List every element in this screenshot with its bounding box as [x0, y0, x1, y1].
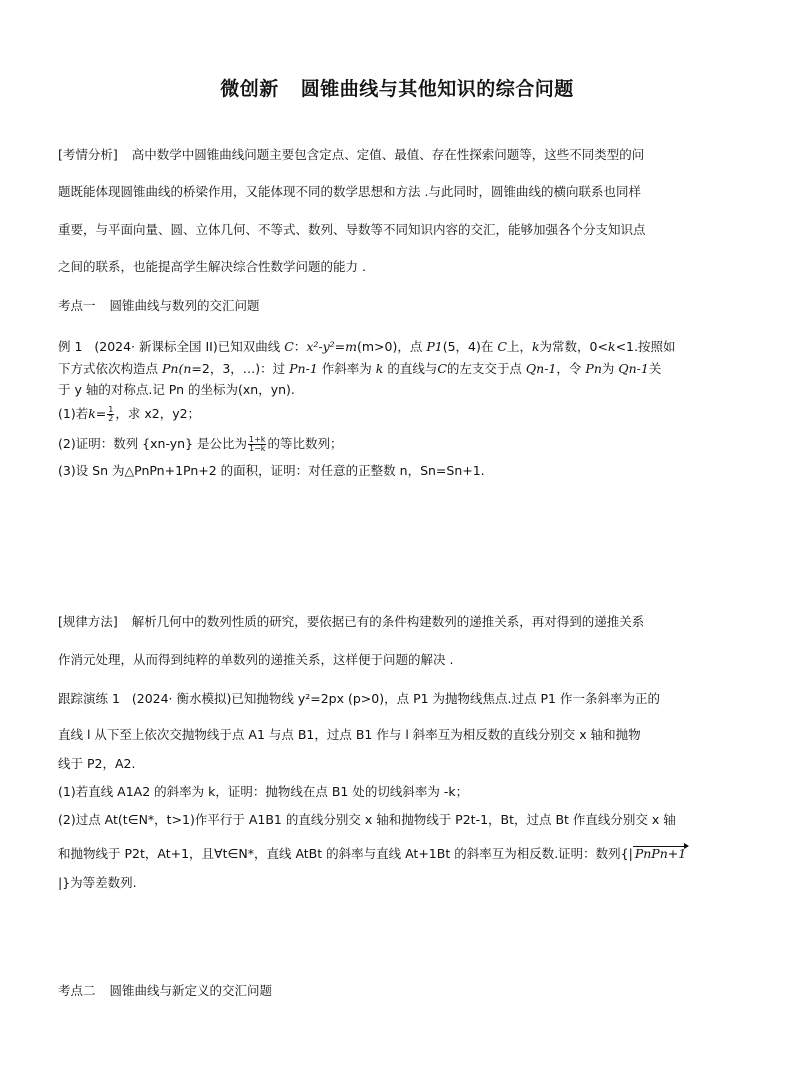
method-line1	[58, 613, 740, 630]
practice1-label: 跟踪演练 1	[58, 691, 120, 706]
practice1-q2-line1: (2)过点 At(t∈N*，t>1)作平行于 A1B1 的直线分别交 x 轴和抛物线于 P2t-1，Bt，过点 Bt 作直线分别交 x 轴	[58, 812, 676, 827]
fraction-ratio	[248, 436, 266, 453]
analysis-line2: 题既能体现圆锥曲线的桥梁作用，又能体现不同的数学思想和方法 .与此同时，圆锥曲线的横向联系也同样	[58, 184, 641, 199]
title-part1: 微创新	[220, 78, 279, 100]
math-Qn1: Qn-1	[618, 361, 649, 376]
example1-q2	[58, 435, 740, 453]
method-text-1: 解析几何中的数列性质的研究，要依据已有的条件构建数列的递推关系，再对得到的递推关系	[131, 614, 645, 629]
text: 为常数，0<	[539, 339, 608, 354]
math-k: k	[375, 361, 384, 376]
math-Qn1: Qn-1	[525, 361, 557, 376]
example1-q3: (3)设 Sn 为△PnPn+1Pn+2 的面积，证明：对任意的正整数 n，Sn=Sn+1.	[58, 463, 485, 478]
math-eq: x²-y²=m	[306, 339, 357, 354]
math-C: C	[497, 339, 507, 354]
analysis-line1	[58, 146, 740, 163]
math-P1: P1	[426, 339, 443, 354]
math-k: k	[607, 339, 616, 354]
frac-den: 1−k	[249, 444, 266, 453]
example1-line3: 于 y 轴的对称点.记 Pn 的坐标为(xn，yn).	[58, 382, 295, 397]
text: (m>0)，点	[357, 339, 423, 354]
math-C: C	[284, 339, 294, 354]
frac-num: 1+k	[249, 435, 266, 444]
text: <1.按照如	[615, 339, 676, 354]
math-k-eq: k=	[88, 406, 107, 421]
section2-title: 圆锥曲线与新定义的交汇问题	[109, 983, 273, 998]
math-C: C	[437, 361, 447, 376]
example1-q1	[58, 405, 740, 423]
vector-PnPn1: PnPn+1	[634, 846, 687, 861]
practice1-q2-line3: |}为等差数列.	[58, 875, 137, 890]
frac-num: 1	[108, 405, 114, 414]
section1-heading	[58, 297, 740, 314]
practice1-line2: 直线 l 从下至上依次交抛物线于点 A1 与点 B1，过点 B1 作与 l 斜率互为相反数的直线分别交 x 轴和抛物	[58, 727, 641, 742]
text: 作斜率为	[321, 361, 372, 376]
text: 下方式依次构造点	[58, 361, 159, 376]
text: ，令	[556, 361, 582, 376]
practice1-q1: (1)若直线 A1A2 的斜率为 k，证明：抛物线在点 B1 处的切线斜率为 -k；	[58, 784, 469, 799]
fraction-half	[107, 406, 114, 423]
text: 已知双曲线	[217, 339, 281, 354]
practice1-line1	[58, 690, 740, 707]
analysis-tag: [考情分析]	[58, 147, 118, 162]
math-Pn: Pn(n	[162, 361, 192, 376]
method-line2: 作消元处理，从而得到纯粹的单数列的递推关系，这样便于问题的解决 .	[58, 652, 454, 667]
math-Pn-plain: Pn	[585, 361, 602, 376]
title-part2: 圆锥曲线与其他知识的综合问题	[300, 78, 574, 100]
text: 的等比数列；	[267, 436, 343, 451]
practice1-source: (2024· 衡水模拟)	[131, 691, 232, 706]
frac-den: 2	[108, 414, 114, 423]
practice1-line3: 线于 P2，A2.	[58, 756, 136, 771]
text: 的左支交于点	[446, 361, 522, 376]
method-tag: [规律方法]	[58, 614, 118, 629]
text: 和抛物线于 P2t，At+1，且∀t∈N*，直线 AtBt 的斜率与直线 At+1Bt 的斜率互为相反数.证明：数列{|	[58, 846, 633, 861]
example1-line2	[58, 360, 740, 377]
section2-heading	[58, 982, 740, 999]
text: ，求 x2，y2；	[115, 406, 201, 421]
text: (1)若	[58, 406, 89, 421]
text: (2)证明：数列 {xn-yn} 是公比为	[58, 436, 247, 451]
analysis-line3: 重要，与平面向量、圆、立体几何、不等式、数列、导数等不同知识内容的交汇，能够加强各个分支知识点	[58, 222, 646, 237]
text: 已知抛物线 y²=2px (p>0)，点 P1 为抛物线焦点.过点 P1 作一条斜率为正的	[231, 691, 660, 706]
example1-line1: 例 1 (2024· 新课标全国 II)已知双曲线 C：x²-y²=m(m>0)，点 P1(5，4)在 C上，k为常数，0<k<1.按照如	[58, 339, 676, 354]
page-title	[0, 74, 794, 101]
text: 关	[648, 361, 662, 376]
section1-label: 考点一	[58, 298, 96, 313]
math-k: k	[531, 339, 540, 354]
text: 为	[601, 361, 615, 376]
analysis-text-1: 高中数学中圆锥曲线问题主要包含定点、定值、最值、存在性探索问题等，这些不同类型的问	[131, 147, 645, 162]
section2-label: 考点二	[58, 983, 96, 998]
section1-title: 圆锥曲线与数列的交汇问题	[109, 298, 260, 313]
text: =2，3，…)：过	[191, 361, 286, 376]
analysis-line4: 之间的联系，也能提高学生解决综合性数学问题的能力 .	[58, 259, 366, 274]
math-Pn1: Pn-1	[289, 361, 318, 376]
text: (5，4)在	[442, 339, 494, 354]
example1-source: (2024· 新课标全国 II)	[94, 339, 218, 354]
example1-label: 例 1	[58, 339, 83, 354]
text: 的直线与	[387, 361, 438, 376]
practice1-q2-line2	[58, 845, 740, 862]
text: 上，	[506, 339, 532, 354]
